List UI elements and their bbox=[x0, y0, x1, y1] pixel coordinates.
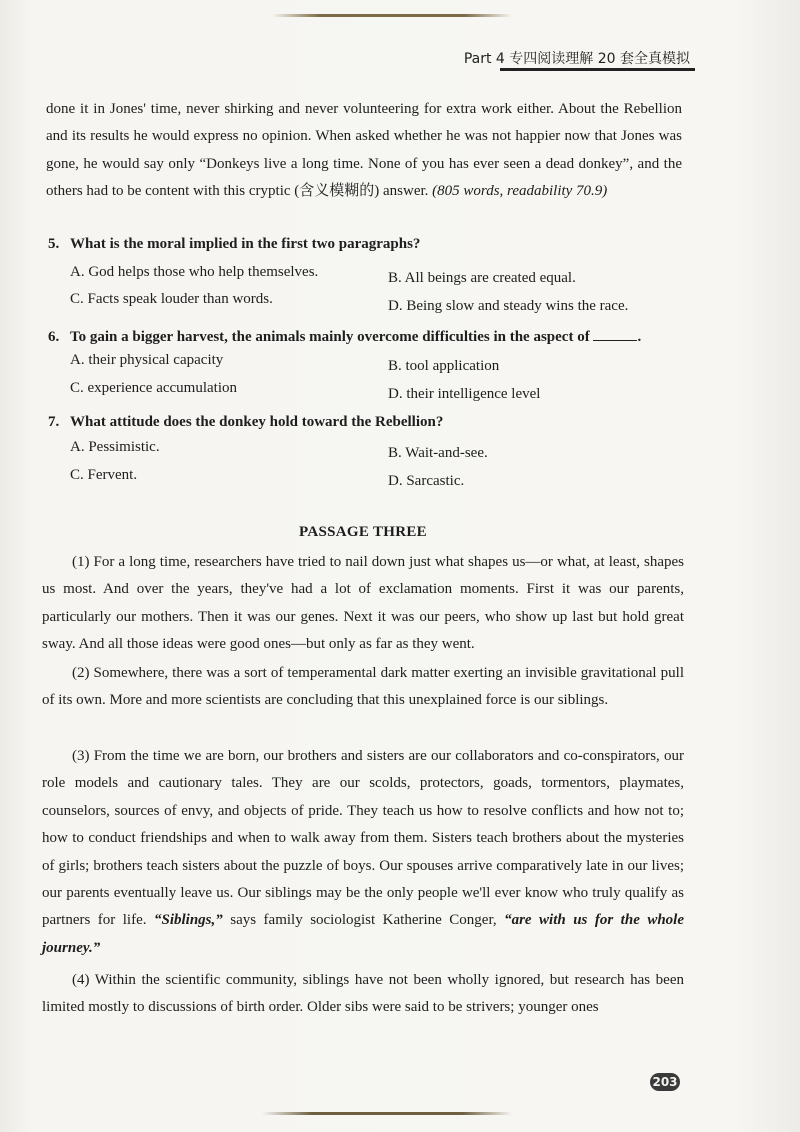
question-end: . bbox=[637, 329, 642, 345]
running-header: Part 4 专四阅读理解 20 套全真模拟 bbox=[463, 51, 690, 67]
paragraph-4 bbox=[42, 967, 684, 1022]
question-text: To gain a bigger harvest, the animals mainly overcome difficulties in the aspect of bbox=[70, 329, 590, 345]
word-count-note: (805 words, readability 70.9) bbox=[432, 183, 608, 200]
option-5a[interactable]: A. God helps those who help themselves. bbox=[70, 264, 319, 280]
paragraph-1 bbox=[42, 549, 684, 659]
question-7 bbox=[48, 414, 443, 431]
bottom-decorative-rule bbox=[262, 1112, 512, 1115]
question-number: 7. bbox=[48, 414, 60, 430]
quote-whole-journey: “are with us for the whole journey.” bbox=[42, 912, 685, 956]
question-text: What is the moral implied in the first two paragraphs? bbox=[70, 236, 421, 252]
option-6a[interactable]: A. their physical capacity bbox=[70, 352, 224, 368]
quote-siblings: “Siblings,” bbox=[153, 912, 223, 929]
page-number: 203 bbox=[650, 1073, 680, 1091]
question-text: What attitude does the donkey hold toward the Rebellion? bbox=[70, 414, 444, 430]
top-decorative-rule bbox=[272, 14, 512, 17]
paragraph-2-text: (2) Somewhere, there was a sort of temperamental dark matter exerting an invisible gravitational pull of its own. More and more scientists are concluding that this unexplained force is our siblings. bbox=[42, 665, 684, 709]
option-5d[interactable]: D. Being slow and steady wins the race. bbox=[388, 298, 629, 314]
question-6 bbox=[48, 328, 641, 346]
option-6d[interactable]: D. their intelligence level bbox=[388, 386, 541, 402]
option-5c[interactable]: C. Facts speak louder than words. bbox=[70, 291, 273, 307]
intro-paragraph bbox=[46, 96, 682, 206]
question-number: 5. bbox=[48, 236, 60, 252]
question-number: 6. bbox=[48, 329, 60, 345]
question-5 bbox=[48, 236, 420, 253]
option-7a[interactable]: A. Pessimistic. bbox=[70, 439, 160, 455]
paragraph-3 bbox=[42, 743, 684, 962]
paragraph-1-text: (1) For a long time, researchers have tried to nail down just what shapes us—or what, at least, shapes us most. And over the years, they've had a lot of exclamation moments. First it was our parents, particularly our mothers. Then it was our genes. Next it was our peers, who show up last but hold great sway. And all those ideas were good ones—but only as far as they went. bbox=[42, 554, 684, 653]
header-underline bbox=[500, 68, 695, 71]
option-7d[interactable]: D. Sarcastic. bbox=[388, 473, 465, 489]
paragraph-4-text: (4) Within the scientific community, siblings have not been wholly ignored, but research has been limited mostly to discussions of birth order. Older sibs were said to be strivers; younger ones bbox=[42, 972, 684, 1016]
option-5b[interactable]: B. All beings are created equal. bbox=[388, 270, 576, 286]
paragraph-3-text: (3) From the time we are born, our brothers and sisters are our collaborators and co-conspirators, our role models and cautionary tales. They are our scolds, protectors, goads, tormentors, playmates, counselors, sources of envy, and objects of pride. They teach us how to resolve conflicts and how not to; how to conduct friendships and when to walk away from them. Sisters teach brothers about the mysteries of girls; brothers teach sisters about the puzzle of boys. Our spouses arrive comparatively late in our lives; our parents eventually leave us. Our siblings may be the only people we'll ever know who truly qualify as partners for life. bbox=[42, 748, 684, 929]
paragraph-3-attribution: says family sociologist Katherine Conger, bbox=[222, 912, 505, 929]
intro-text: done it in Jones' time, never shirking and never volunteering for extra work either. About the Rebellion and its results he would express no opinion. When asked whether he was not happier now that Jones was gone, he would say only “Donkeys live a long time. None of you has ever seen a dead donkey”, and the others had to be content with this cryptic (含义模糊的) answer. bbox=[46, 101, 682, 200]
passage-title: PASSAGE THREE bbox=[299, 524, 427, 540]
option-6c[interactable]: C. experience accumulation bbox=[70, 380, 238, 396]
option-7c[interactable]: C. Fervent. bbox=[70, 467, 138, 483]
paragraph-2 bbox=[42, 660, 684, 715]
option-7b[interactable]: B. Wait-and-see. bbox=[388, 445, 488, 461]
option-6b[interactable]: B. tool application bbox=[388, 358, 500, 374]
answer-blank bbox=[593, 328, 637, 341]
